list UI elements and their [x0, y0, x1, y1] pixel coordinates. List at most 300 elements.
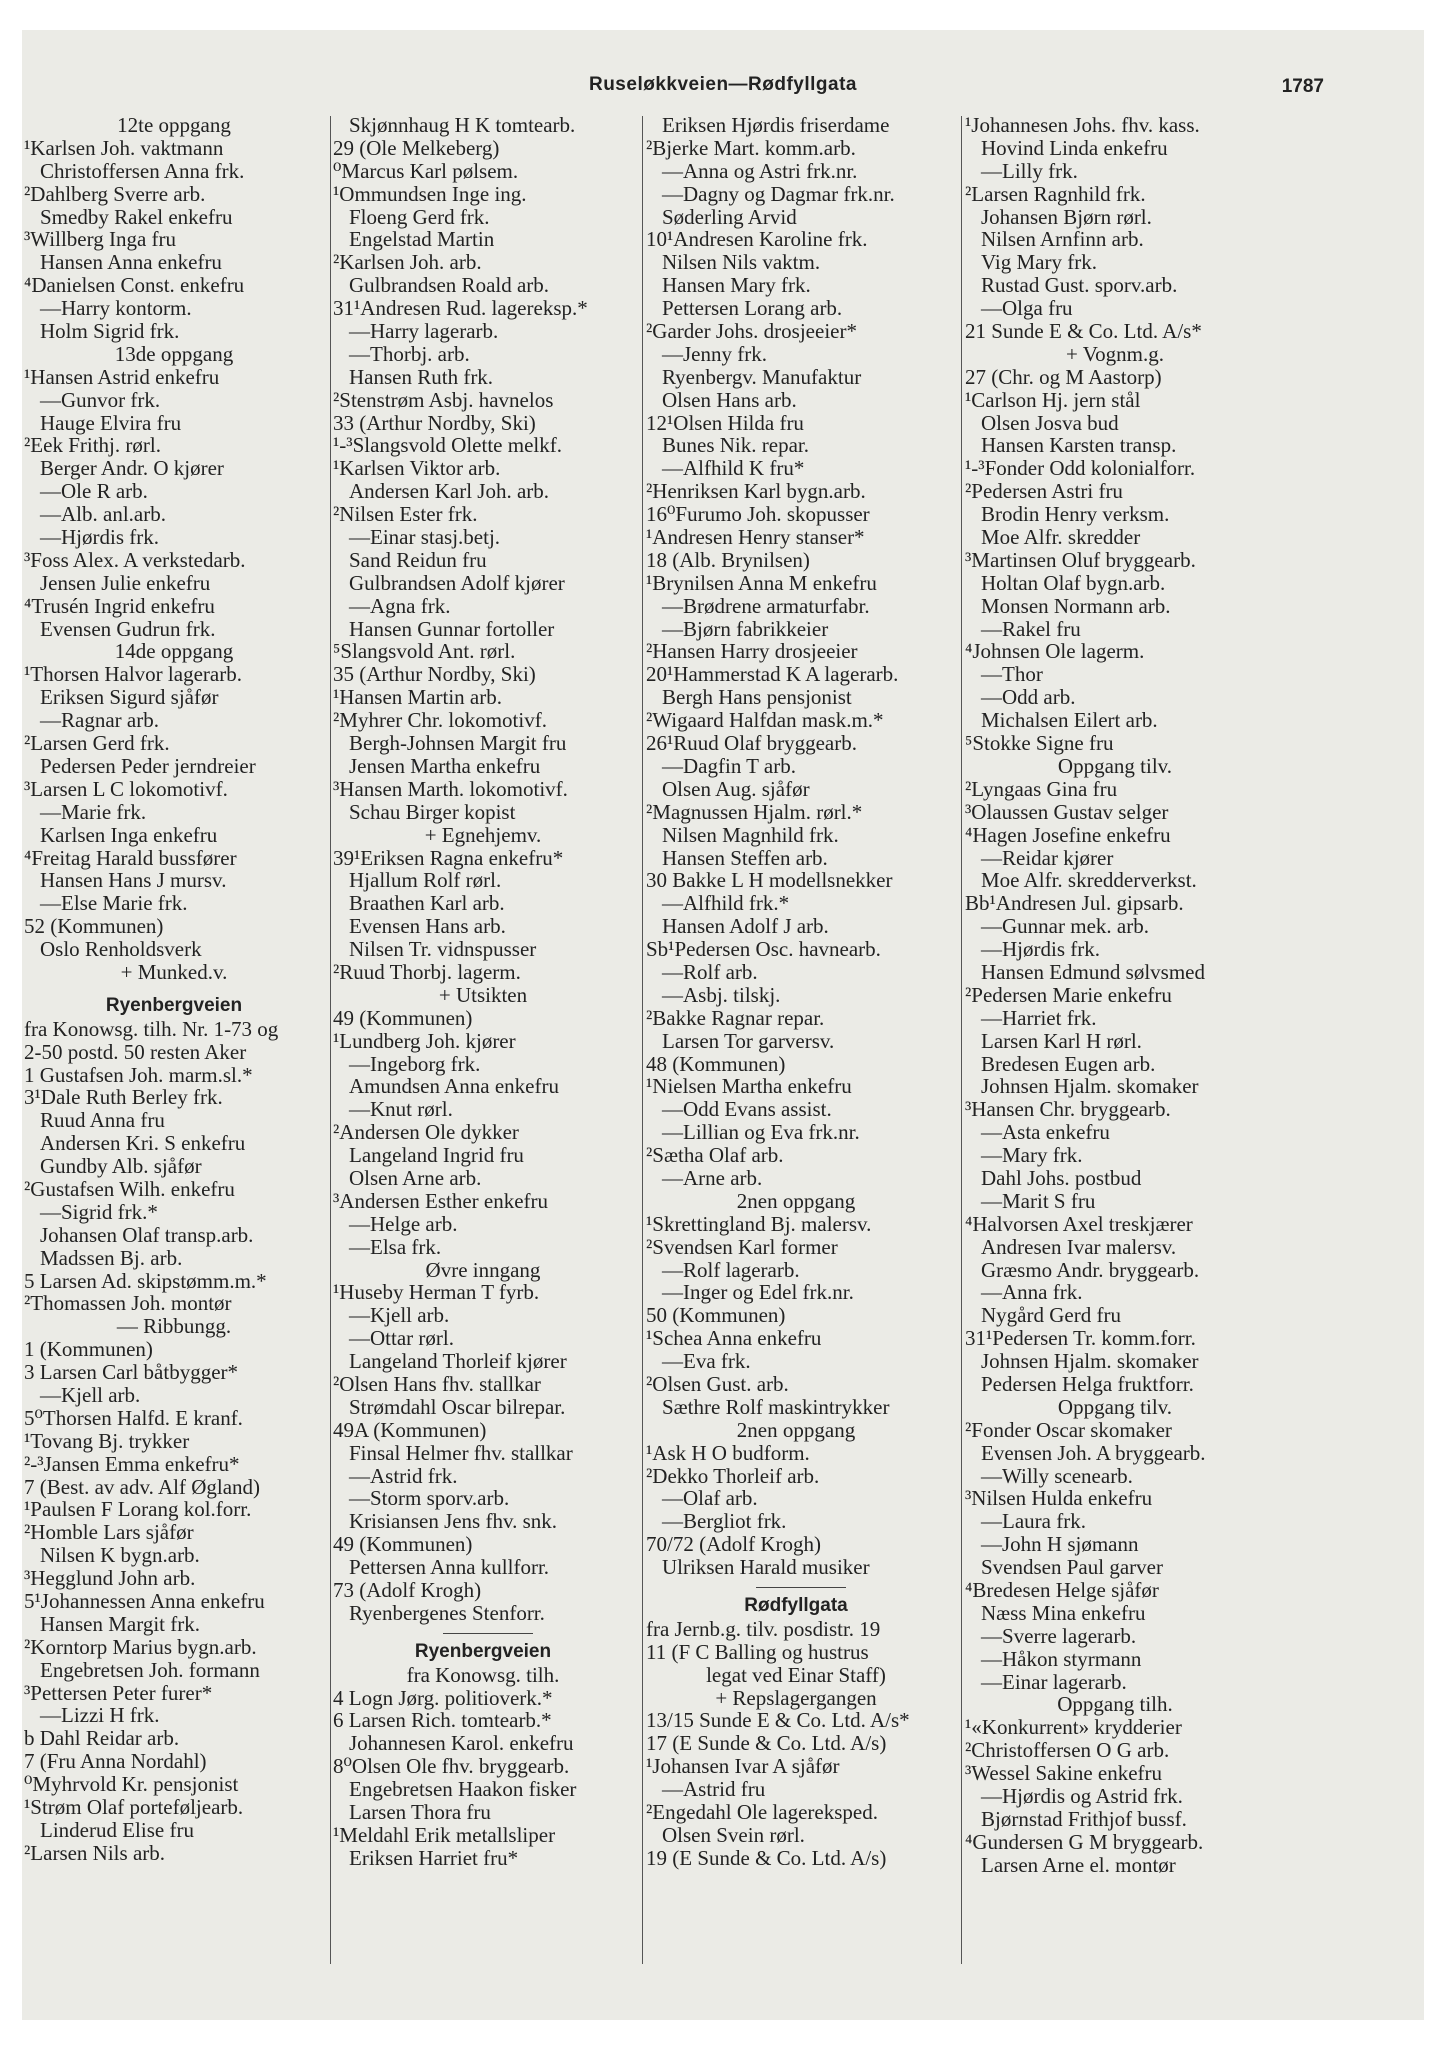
- directory-entry: 7 (Best. av adv. Alf Øgland): [24, 1474, 261, 1499]
- directory-entry: Berger Andr. O kjører: [40, 456, 224, 481]
- directory-entry: Nilsen Tr. vidnspusser: [349, 937, 537, 962]
- directory-entry: Hansen Karsten transp.: [981, 433, 1177, 458]
- directory-entry: ²Thomassen Joh. montør: [24, 1291, 232, 1316]
- directory-entry: 35 (Arthur Nordby, Ski): [333, 662, 536, 687]
- directory-entry: —Willy scenearb.: [981, 1463, 1133, 1488]
- directory-entry: Madssen Bj. arb.: [40, 1245, 183, 1270]
- directory-column-1: [24, 114, 324, 1865]
- directory-entry: ¹Johannesen Johs. fhv. kass.: [965, 114, 1200, 137]
- directory-entry: 17 (E Sunde & Co. Ltd. A/s): [646, 1731, 887, 1756]
- directory-entry: Oslo Renholdsverk: [40, 937, 202, 962]
- section-label: Øvre inngang: [425, 1257, 541, 1282]
- directory-entry: Schau Birger kopist: [349, 799, 516, 824]
- directory-entry: ²Larsen Gerd frk.: [24, 731, 170, 756]
- directory-entry: ¹Ask H O budform.: [646, 1440, 810, 1465]
- directory-entry: ¹«Konkurrent» krydderier: [965, 1715, 1182, 1740]
- directory-entry: ²Dahlberg Sverre arb.: [24, 181, 206, 206]
- directory-entry: —Astrid frk.: [349, 1463, 458, 1488]
- directory-entry: ⁴Johnsen Ole lagerm.: [965, 639, 1145, 664]
- directory-entry: Græsmo Andr. bryggearb.: [981, 1257, 1200, 1282]
- directory-entry: ²Bakke Ragnar repar.: [646, 1005, 825, 1030]
- directory-entry: 39¹Eriksen Ragna enkefru*: [333, 845, 564, 870]
- directory-entry: ²Olsen Hans fhv. stallkar: [333, 1371, 541, 1396]
- directory-entry: ²Christoffersen O G arb.: [965, 1738, 1170, 1763]
- section-label: + Utsikten: [438, 982, 528, 1007]
- directory-entry: Michalsen Eilert arb.: [981, 708, 1158, 733]
- directory-entry: —Harry kontorm.: [40, 296, 192, 321]
- section-label: Oppgang tilh.: [1057, 1692, 1173, 1717]
- directory-entry: ⁰Marcus Karl pølsem.: [333, 158, 519, 183]
- directory-entry: Holm Sigrid frk.: [40, 319, 180, 344]
- directory-entry: Bergh-Johnsen Margit fru: [349, 731, 567, 756]
- directory-entry: ²Korntorp Marius bygn.arb.: [24, 1634, 257, 1659]
- section-label: legat ved Einar Staff): [706, 1662, 886, 1687]
- directory-entry: Strømdahl Oscar bilrepar.: [349, 1394, 566, 1419]
- directory-entry: Ryenbergenes Stenforr.: [349, 1600, 545, 1625]
- directory-entry: ³Olaussen Gustav selger: [965, 799, 1169, 824]
- directory-entry: ²Karlsen Joh. arb.: [333, 250, 482, 275]
- directory-entry: 30 Bakke L H modellsnekker: [646, 868, 893, 893]
- directory-entry: Evensen Gudrun frk.: [40, 616, 216, 641]
- directory-entry: ³Pettersen Peter furer*: [24, 1680, 213, 1705]
- directory-entry: 13/15 Sunde E & Co. Ltd. A/s*: [646, 1708, 910, 1733]
- directory-entry: —Lizzi H frk.: [40, 1703, 160, 1728]
- directory-entry: ³Hansen Chr. bryggearb.: [965, 1097, 1171, 1122]
- directory-entry: ⁴Trusén Ingrid enkefru: [24, 593, 215, 618]
- directory-entry: 52 (Kommunen): [24, 914, 164, 939]
- directory-entry: ³Willberg Inga fru: [24, 227, 177, 252]
- directory-entry: 29 (Ole Melkeberg): [333, 135, 500, 160]
- directory-entry: Krisiansen Jens fhv. snk.: [349, 1509, 558, 1534]
- directory-entry: 26¹Ruud Olaf bryggearb.: [646, 731, 857, 756]
- directory-entry: —Ole R arb.: [40, 479, 148, 504]
- directory-entry: Johansen Olaf transp.arb.: [40, 1222, 254, 1247]
- directory-entry: Engebretsen Haakon fisker: [349, 1777, 577, 1802]
- directory-entry: Larsen Thora fru: [349, 1800, 491, 1825]
- directory-entry: Smedby Rakel enkefru: [40, 204, 233, 229]
- directory-entry: Linderud Elise fru: [40, 1817, 194, 1842]
- section-label: Oppgang tilv.: [1057, 753, 1173, 778]
- directory-entry: 27 (Chr. og M Aastorp): [965, 364, 1162, 389]
- directory-entry: ¹Ommundsen Inge ing.: [333, 181, 527, 206]
- section-label: — Ribbungg.: [116, 1314, 232, 1339]
- directory-entry: —Elsa frk.: [349, 1234, 442, 1259]
- directory-entry: ¹Huseby Herman T fyrb.: [333, 1280, 540, 1305]
- directory-entry: ²Hansen Harry drosjeeier: [646, 639, 858, 664]
- directory-entry: Pettersen Anna kullforr.: [349, 1555, 550, 1580]
- section-label: + Egnehjemv.: [424, 822, 542, 847]
- directory-entry: —Kjell arb.: [349, 1303, 450, 1328]
- directory-entry: ³Larsen L C lokomotivf.: [24, 776, 228, 801]
- directory-entry: Nygård Gerd fru: [981, 1303, 1121, 1328]
- directory-entry: ¹Johansen Ivar A sjåfør: [646, 1754, 840, 1779]
- directory-entry: 50 (Kommunen): [646, 1303, 786, 1328]
- directory-entry: Langeland Thorleif kjører: [349, 1349, 567, 1374]
- directory-entry: ¹Schea Anna enkefru: [646, 1326, 822, 1351]
- directory-entry: 3 Larsen Carl båtbygger*: [24, 1360, 239, 1385]
- directory-entry: ³Nilsen Hulda enkefru: [965, 1486, 1153, 1511]
- directory-entry: —John H sjømann: [981, 1532, 1139, 1557]
- directory-entry: Ulriksen Harald musiker: [662, 1555, 870, 1580]
- directory-entry: Olsen Aug. sjåfør: [662, 776, 810, 801]
- directory-entry: Evensen Hans arb.: [349, 914, 506, 939]
- directory-entry: ²Engedahl Ole lagereksped.: [646, 1800, 878, 1825]
- section-label: + Vognm.g.: [1065, 341, 1164, 366]
- directory-entry: 12¹Olsen Hilda fru: [646, 410, 804, 435]
- directory-entry: Olsen Svein rørl.: [662, 1822, 805, 1847]
- directory-entry: Bunes Nik. repar.: [662, 433, 809, 458]
- directory-entry: Andersen Karl Joh. arb.: [349, 479, 550, 504]
- directory-entry: ²Gustafsen Wilh. enkefru: [24, 1176, 235, 1201]
- directory-entry: ¹-³Fonder Odd kolonialforr.: [965, 456, 1196, 481]
- directory-entry: ¹Brynilsen Anna M enkefru: [646, 570, 877, 595]
- directory-entry: Engebretsen Joh. formann: [40, 1657, 260, 1682]
- directory-entry: —Inger og Edel frk.nr.: [662, 1280, 854, 1305]
- directory-entry: [24, 984, 324, 995]
- directory-entry: 73 (Adolf Krogh): [333, 1578, 482, 1602]
- directory-entry: —Lilly frk.: [981, 158, 1078, 183]
- directory-entry: —Eva frk.: [662, 1349, 751, 1374]
- directory-entry: Bredesen Eugen arb.: [981, 1051, 1156, 1076]
- directory-column-3: [646, 114, 946, 1870]
- directory-entry: —Asta enkefru: [981, 1120, 1110, 1145]
- directory-entry: —Rakel fru: [981, 616, 1081, 641]
- directory-entry: 1 (Kommunen): [24, 1337, 153, 1362]
- directory-entry: ⁴Bredesen Helge sjåfør: [965, 1578, 1159, 1602]
- directory-entry: ²Garder Johs. drosjeeier*: [646, 319, 857, 344]
- directory-entry: ³Hegglund John arb.: [24, 1566, 196, 1591]
- directory-entry: Hjallum Rolf rørl.: [349, 868, 502, 893]
- directory-entry: ¹Hansen Astrid enkefru: [24, 364, 220, 389]
- directory-entry: Hansen Mary frk.: [662, 273, 811, 298]
- directory-entry: ¹Nielsen Martha enkefru: [646, 1074, 852, 1099]
- directory-entry: ¹Hansen Martin arb.: [333, 685, 502, 710]
- directory-entry: Brodin Henry verksm.: [981, 502, 1170, 527]
- directory-entry: 7 (Fru Anna Nordahl): [24, 1749, 207, 1774]
- directory-entry: —Odd Evans assist.: [662, 1097, 832, 1122]
- directory-entry: Bjørnstad Frithjof bussf.: [981, 1806, 1187, 1831]
- directory-entry: Ryenbergv. Manufaktur: [662, 364, 862, 389]
- directory-entry: 48 (Kommunen): [646, 1051, 786, 1076]
- directory-entry: —Marie frk.: [40, 799, 147, 824]
- directory-entry: —Astrid fru: [662, 1777, 766, 1802]
- directory-entry: Bb¹Andresen Jul. gipsarb.: [965, 891, 1184, 916]
- directory-entry: ²Olsen Gust. arb.: [646, 1371, 789, 1396]
- directory-entry: —Alb. anl.arb.: [40, 502, 166, 527]
- directory-entry: 2-50 postd. 50 resten Aker: [24, 1039, 247, 1064]
- directory-entry: 49 (Kommunen): [333, 1005, 473, 1030]
- directory-entry: Evensen Joh. A bryggearb.: [981, 1440, 1206, 1465]
- directory-entry: fra Konowsg. tilh. Nr. 1-73 og: [24, 1016, 279, 1041]
- directory-entry: ²Sætha Olaf arb.: [646, 1143, 784, 1168]
- directory-entry: ³Hansen Marth. lokomotivf.: [333, 776, 568, 801]
- directory-entry: Hansen Margit frk.: [40, 1611, 200, 1636]
- street-heading: Ryenbergveien: [414, 1640, 552, 1662]
- directory-entry: Eriksen Sigurd sjåfør: [40, 685, 219, 710]
- directory-entry: Vig Mary frk.: [981, 250, 1097, 275]
- section-label: fra Konowsg. tilh.: [406, 1662, 560, 1687]
- section-label: 14de oppgang: [114, 639, 234, 664]
- directory-entry: —Jenny frk.: [662, 341, 767, 366]
- directory-entry: 49 (Kommunen): [333, 1532, 473, 1557]
- section-label: + Repslagergangen: [715, 1685, 877, 1710]
- directory-entry: Bergh Hans pensjonist: [662, 685, 852, 710]
- directory-entry: Eriksen Hjørdis friserdame: [662, 114, 890, 137]
- street-heading: Rødfyllgata: [744, 1595, 848, 1616]
- directory-entry: Sand Reidun fru: [349, 547, 487, 572]
- directory-entry: Braathen Karl arb.: [349, 891, 505, 916]
- directory-entry: —Gunvor frk.: [40, 387, 161, 412]
- directory-entry: —Olaf arb.: [662, 1486, 758, 1511]
- directory-entry: —Agna frk.: [349, 593, 451, 618]
- directory-entry: fra Jernb.g. tilv. posdistr. 19: [646, 1616, 881, 1641]
- directory-entry: ⁰Myhrvold Kr. pensjonist: [24, 1772, 239, 1797]
- directory-entry: —Anna og Astri frk.nr.: [662, 158, 858, 183]
- directory-entry: ²Lyngaas Gina fru: [965, 776, 1118, 801]
- directory-entry: —Thorbj. arb.: [349, 341, 470, 366]
- directory-entry: —Reidar kjører: [981, 845, 1114, 870]
- directory-entry: Finsal Helmer fhv. stallkar: [349, 1440, 573, 1465]
- directory-entry: Johnsen Hjalm. skomaker: [981, 1349, 1199, 1374]
- directory-entry: Pedersen Helga fruktforr.: [981, 1371, 1194, 1396]
- page-number: 1787: [1281, 76, 1324, 97]
- directory-entry: ¹Carlson Hj. jern stål: [965, 387, 1141, 412]
- directory-entry: —Thor: [981, 662, 1043, 687]
- directory-entry: b Dahl Reidar arb.: [24, 1726, 180, 1751]
- directory-entry: Hansen Edmund sølvsmed: [981, 959, 1205, 984]
- directory-entry: —Hjørdis og Astrid frk.: [981, 1784, 1183, 1809]
- directory-entry: —Asbj. tilskj.: [662, 982, 781, 1007]
- directory-entry: —Ragnar arb.: [40, 708, 159, 733]
- directory-entry: —Hjørdis frk.: [40, 525, 159, 550]
- directory-entry: ²-³Jansen Emma enkefru*: [24, 1451, 240, 1476]
- directory-entry: 5 Larsen Ad. skipstømm.m.*: [24, 1268, 267, 1293]
- directory-entry: —Sigrid frk.*: [40, 1199, 158, 1224]
- directory-entry: ¹Skrettingland Bj. malersv.: [646, 1211, 872, 1236]
- directory-entry: 1 Gustafsen Joh. marm.sl.*: [24, 1062, 253, 1087]
- column-rule: [642, 116, 643, 1964]
- directory-entry: Nilsen K bygn.arb.: [40, 1543, 200, 1568]
- directory-entry: ⁵Stokke Signe fru: [965, 731, 1114, 756]
- directory-entry: [646, 1579, 946, 1595]
- directory-entry: ²Andersen Ole dykker: [333, 1120, 519, 1145]
- directory-entry: ¹Karlsen Joh. vaktmann: [24, 135, 224, 160]
- directory-entry: ⁴Freitag Harald bussfører: [24, 845, 237, 870]
- directory-entry: 49A (Kommunen): [333, 1417, 487, 1442]
- directory-entry: Olsen Josva bud: [981, 410, 1119, 435]
- directory-entry: —Rolf lagerarb.: [662, 1257, 800, 1282]
- directory-entry: —Håkon styrmann: [981, 1646, 1142, 1671]
- directory-entry: —Kjell arb.: [40, 1382, 141, 1407]
- directory-entry: Moe Alfr. skredderverkst.: [981, 868, 1197, 893]
- directory-entry: Johansen Bjørn rørl.: [981, 204, 1152, 229]
- directory-entry: —Marit S fru: [981, 1188, 1096, 1213]
- directory-entry: 6 Larsen Rich. tomtearb.*: [333, 1708, 552, 1733]
- directory-entry: 5¹Johannessen Anna enkefru: [24, 1589, 265, 1613]
- directory-entry: ²Pedersen Marie enkefru: [965, 982, 1172, 1007]
- directory-entry: 20¹Hammerstad K A lagerarb.: [646, 662, 899, 687]
- directory-entry: ¹Lundberg Joh. kjører: [333, 1028, 516, 1053]
- directory-entry: —Laura frk.: [981, 1509, 1086, 1534]
- directory-column-2: [333, 114, 633, 1870]
- directory-entry: ²Magnussen Hjalm. rørl.*: [646, 799, 863, 824]
- directory-entry: Hansen Anna enkefru: [40, 250, 222, 275]
- directory-entry: ²Wigaard Halfdan mask.m.*: [646, 708, 884, 733]
- directory-entry: Svendsen Paul garver: [981, 1555, 1163, 1580]
- directory-entry: ⁴Gundersen G M bryggearb.: [965, 1829, 1204, 1854]
- directory-entry: —Bjørn fabrikkeier: [662, 616, 829, 641]
- directory-entry: ²Pedersen Astri fru: [965, 479, 1123, 504]
- directory-entry: ²Nilsen Ester frk.: [333, 502, 478, 527]
- directory-entry: Pettersen Lorang arb.: [662, 296, 843, 321]
- directory-entry: 3¹Dale Ruth Berley frk.: [24, 1085, 223, 1110]
- directory-entry: 18 (Alb. Brynilsen): [646, 547, 810, 572]
- directory-entry: Søderling Arvid: [662, 204, 797, 229]
- directory-entry: Floeng Gerd frk.: [349, 204, 490, 229]
- directory-entry: Christoffersen Anna frk.: [40, 158, 245, 183]
- directory-entry: ¹-³Slangsvold Olette melkf.: [333, 433, 562, 458]
- directory-entry: —Brødrene armaturfabr.: [662, 593, 870, 618]
- directory-entry: Hansen Hans J mursv.: [40, 868, 227, 893]
- directory-entry: Hansen Steffen arb.: [662, 845, 828, 870]
- directory-entry: —Hjørdis frk.: [981, 937, 1100, 962]
- directory-entry: ²Homble Lars sjåfør: [24, 1520, 194, 1545]
- directory-entry: —Harriet frk.: [981, 1005, 1097, 1030]
- section-label: + Munked.v.: [120, 959, 228, 984]
- directory-entry: Eriksen Harriet fru*: [349, 1845, 519, 1870]
- directory-entry: ⁵Slangsvold Ant. rørl.: [333, 639, 516, 664]
- directory-entry: Nilsen Nils vaktm.: [662, 250, 821, 275]
- directory-entry: ²Henriksen Karl bygn.arb.: [646, 479, 866, 504]
- directory-entry: 8⁰Olsen Ole fhv. bryggearb.: [333, 1754, 570, 1779]
- directory-entry: Rustad Gust. sporv.arb.: [981, 273, 1178, 298]
- section-label: 2nen oppgang: [736, 1188, 856, 1213]
- directory-entry: —Mary frk.: [981, 1143, 1083, 1168]
- directory-entry: —Anna frk.: [981, 1280, 1083, 1305]
- directory-entry: ¹Strøm Olaf porteføljearb.: [24, 1795, 244, 1820]
- directory-entry: 10¹Andresen Karoline frk.: [646, 227, 868, 252]
- directory-entry: —Helge arb.: [349, 1211, 458, 1236]
- directory-entry: ¹Andresen Henry stanser*: [646, 525, 865, 550]
- directory-page: [22, 30, 1424, 2020]
- directory-entry: —Ottar rørl.: [349, 1326, 454, 1351]
- section-label: 13de oppgang: [114, 341, 234, 366]
- directory-entry: Jensen Julie enkefru: [40, 570, 211, 595]
- column-rule: [961, 116, 962, 1964]
- directory-entry: ³Wessel Sakine enkefru: [965, 1761, 1163, 1786]
- directory-entry: Hansen Adolf J arb.: [662, 914, 829, 939]
- directory-entry: Hansen Ruth frk.: [349, 364, 494, 389]
- directory-entry: Monsen Normann arb.: [981, 593, 1171, 618]
- directory-entry: Gundby Alb. sjåfør: [40, 1154, 202, 1179]
- directory-entry: Gulbrandsen Adolf kjører: [349, 570, 565, 595]
- directory-entry: ¹Meldahl Erik metallsliper: [333, 1822, 556, 1847]
- directory-entry: 11 (F C Balling og hustrus: [646, 1639, 869, 1664]
- directory-entry: 16⁰Furumo Joh. skopusser: [646, 502, 870, 527]
- directory-entry: Engelstad Martin: [349, 227, 495, 252]
- directory-entry: Dahl Johs. postbud: [981, 1165, 1142, 1190]
- directory-entry: ⁴Halvorsen Axel treskjærer: [965, 1211, 1193, 1236]
- directory-entry: Olsen Arne arb.: [349, 1165, 482, 1190]
- directory-entry: —Olga fru: [981, 296, 1073, 321]
- directory-entry: ²Dekko Thorleif arb.: [646, 1463, 820, 1488]
- directory-entry: Hansen Gunnar fortoller: [349, 616, 555, 641]
- directory-entry: —Alfhild K fru*: [662, 456, 805, 481]
- directory-entry: Sæthre Rolf maskintrykker: [662, 1394, 890, 1419]
- directory-entry: —Einar lagerarb.: [981, 1669, 1127, 1694]
- directory-entry: —Lillian og Eva frk.nr.: [662, 1120, 860, 1145]
- directory-entry: Langeland Ingrid fru: [349, 1143, 524, 1168]
- section-label: 2nen oppgang: [736, 1417, 856, 1442]
- directory-entry: 21 Sunde E & Co. Ltd. A/s*: [965, 319, 1202, 344]
- directory-entry: ³Foss Alex. A verkstedarb.: [24, 547, 246, 572]
- directory-entry: 31¹Andresen Rud. lagereksp.*: [333, 296, 588, 321]
- directory-entry: Larsen Tor garversv.: [662, 1028, 835, 1053]
- directory-entry: Skjønnhaug H K tomtearb.: [349, 114, 576, 137]
- directory-entry: 19 (E Sunde & Co. Ltd. A/s): [646, 1845, 887, 1870]
- directory-entry: Ruud Anna fru: [40, 1108, 165, 1133]
- directory-entry: ⁴Danielsen Const. enkefru: [24, 273, 245, 298]
- directory-entry: ²Stenstrøm Asbj. havnelos: [333, 387, 554, 412]
- directory-entry: Hauge Elvira fru: [40, 410, 182, 435]
- page-header-title: Ruseløkkveien—Rødfyllgata: [588, 74, 858, 95]
- directory-entry: 31¹Pedersen Tr. komm.forr.: [965, 1326, 1196, 1351]
- directory-entry: —Storm sporv.arb.: [349, 1486, 510, 1511]
- directory-entry: —Gunnar mek. arb.: [981, 914, 1149, 939]
- directory-column-4: [965, 114, 1265, 1877]
- directory-entry: —Else Marie frk.: [40, 891, 188, 916]
- directory-entry: —Alfhild frk.*: [662, 891, 790, 916]
- directory-entry: 5⁰Thorsen Halfd. E kranf.: [24, 1405, 243, 1430]
- directory-entry: ²Larsen Ragnhild frk.: [965, 181, 1146, 206]
- directory-entry: —Knut rørl.: [349, 1097, 453, 1122]
- directory-entry: Andresen Ivar malersv.: [981, 1234, 1177, 1259]
- directory-entry: ¹Tovang Bj. trykker: [24, 1428, 190, 1453]
- directory-entry: Andersen Kri. S enkefru: [40, 1131, 246, 1156]
- directory-entry: ²Larsen Nils arb.: [24, 1840, 166, 1865]
- section-label: Oppgang tilv.: [1057, 1394, 1173, 1419]
- directory-entry: Moe Alfr. skredder: [981, 525, 1141, 550]
- street-heading: Ryenbergveien: [105, 994, 243, 1016]
- directory-entry: —Arne arb.: [662, 1165, 763, 1190]
- directory-entry: Holtan Olaf bygn.arb.: [981, 570, 1166, 595]
- directory-entry: —Odd arb.: [981, 685, 1076, 710]
- directory-entry: Pedersen Peder jerndreier: [40, 753, 256, 778]
- directory-entry: [333, 1625, 633, 1641]
- directory-entry: Olsen Hans arb.: [662, 387, 797, 412]
- directory-entry: ¹Karlsen Viktor arb.: [333, 456, 501, 481]
- directory-entry: Karlsen Inga enkefru: [40, 822, 218, 847]
- directory-entry: —Dagny og Dagmar frk.nr.: [662, 181, 895, 206]
- directory-entry: Hovind Linda enkefru: [981, 135, 1168, 160]
- directory-entry: ⁴Hagen Josefine enkefru: [965, 822, 1171, 847]
- directory-entry: —Sverre lagerarb.: [981, 1623, 1137, 1648]
- directory-entry: ²Myhrer Chr. lokomotivf.: [333, 708, 547, 733]
- directory-entry: ³Andersen Esther enkefru: [333, 1188, 549, 1213]
- directory-entry: ²Fonder Oscar skomaker: [965, 1417, 1172, 1442]
- directory-entry: Johnsen Hjalm. skomaker: [981, 1074, 1199, 1099]
- directory-entry: Amundsen Anna enkefru: [349, 1074, 559, 1099]
- directory-entry: Næss Mina enkefru: [981, 1600, 1146, 1625]
- directory-entry: Nilsen Magnhild frk.: [662, 822, 839, 847]
- section-label: 12te oppgang: [117, 114, 231, 137]
- directory-entry: ²Ruud Thorbj. lagerm.: [333, 959, 521, 984]
- directory-entry: ³Martinsen Oluf bryggearb.: [965, 547, 1196, 572]
- directory-entry: —Rolf arb.: [662, 959, 758, 984]
- directory-entry: Nilsen Arnfinn arb.: [981, 227, 1144, 252]
- directory-entry: —Bergliot frk.: [662, 1509, 787, 1534]
- directory-entry: ¹Paulsen F Lorang kol.forr.: [24, 1497, 252, 1522]
